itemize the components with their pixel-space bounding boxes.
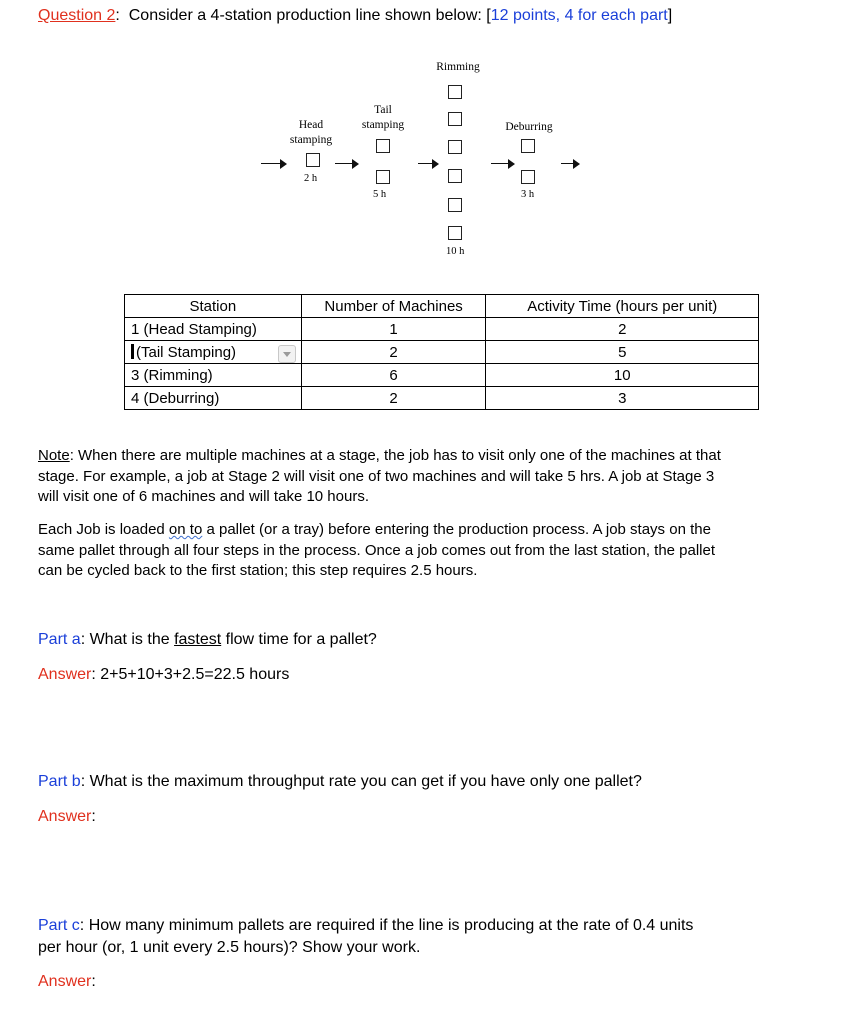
rimming-machine xyxy=(448,198,462,212)
time-cell: 3 xyxy=(486,387,759,410)
rimming-machine xyxy=(448,85,462,99)
tail-stamping-machine xyxy=(376,139,390,153)
part-c-label: Part c xyxy=(38,917,80,934)
part-a-answer xyxy=(38,666,289,684)
pallet-paragraph: Each Job is loaded on to a pallet (or a tray) before entering the production process. A job stays on the same pallet through all four steps in the process. Once a job comes out from the last station, the pallet can be cycled back to the first station; this step requires 2.5 hours. xyxy=(38,521,716,579)
rimming-machine xyxy=(448,140,462,154)
cell-dropdown-button[interactable] xyxy=(278,345,296,363)
stations-table xyxy=(124,294,759,410)
head-stamping-time: 2 h xyxy=(304,173,318,184)
part-c-answer: Answer: xyxy=(38,973,96,990)
station-cell: 1 (Head Stamping) xyxy=(125,318,302,341)
flow-arrow-out xyxy=(561,159,581,169)
header-machines: Number of Machines xyxy=(301,295,486,318)
answer-label: Answer xyxy=(38,973,92,990)
table-row xyxy=(125,364,759,387)
station-cell[interactable]: (Tail Stamping) xyxy=(125,341,302,364)
rimming-machine xyxy=(448,226,462,240)
stage-label-deburring: Deburring xyxy=(505,121,553,133)
flow-arrow-2-3 xyxy=(418,159,440,169)
header-activity-time: Activity Time (hours per unit) xyxy=(486,295,759,318)
stage-label-head-line2: stamping xyxy=(289,134,333,146)
answer-text: : 2+5+10+3+2.5=22.5 hours xyxy=(91,666,290,683)
fastest-emphasis: fastest xyxy=(174,631,222,648)
station-cell: 3 (Rimming) xyxy=(125,364,302,387)
question-text: Consider a 4-station production line shown below: xyxy=(128,7,482,24)
table-row xyxy=(125,387,759,410)
part-b-answer: Answer: xyxy=(38,808,96,825)
station-cell: 4 (Deburring) xyxy=(125,387,302,410)
rimming-time: 10 h xyxy=(446,246,465,257)
part-a-label: Part a xyxy=(38,631,81,648)
answer-label: Answer xyxy=(38,808,92,825)
stage-label-head-line1: Head xyxy=(298,119,324,131)
stage-label-tail-line1: Tail xyxy=(374,104,392,116)
part-b-label: Part b xyxy=(38,773,81,790)
part-c-question: Part c: How many minimum pallets are required if the line is producing at the rate of 0.4 units per hour (or, 1 unit every 2.5 hours)? Show your work. xyxy=(38,917,694,956)
machines-cell: 2 xyxy=(301,387,486,410)
flow-arrow-in xyxy=(261,159,287,169)
part-a-question: Part a: What is the fastest flow time for a pallet? xyxy=(38,631,377,648)
points-text: 12 points, 4 for each part xyxy=(490,7,668,24)
table-row xyxy=(125,318,759,341)
stage-label-rimming: Rimming xyxy=(436,61,480,73)
time-cell: 10 xyxy=(486,364,759,387)
spellcheck-underline: on to xyxy=(168,521,203,538)
production-line-diagram xyxy=(255,55,595,270)
header-station: Station xyxy=(125,295,302,318)
rimming-machine xyxy=(448,112,462,126)
deburring-time: 3 h xyxy=(521,189,535,200)
table-row xyxy=(125,341,759,364)
flow-arrow-3-4 xyxy=(491,159,515,169)
table-header-row xyxy=(125,295,759,318)
answer-label: Answer xyxy=(38,666,92,683)
question-label: Question 2 xyxy=(38,7,116,24)
rimming-machine xyxy=(448,169,462,183)
part-b-question: Part b: What is the maximum throughput rate you can get if you have only one pallet? xyxy=(38,773,642,790)
time-cell: 5 xyxy=(486,341,759,364)
text-cursor xyxy=(131,344,134,359)
machines-cell: 1 xyxy=(301,318,486,341)
flow-arrow-1-2 xyxy=(335,159,359,169)
tail-stamping-time: 5 h xyxy=(373,189,387,200)
time-cell: 2 xyxy=(486,318,759,341)
deburring-machine xyxy=(521,170,535,184)
head-stamping-machine xyxy=(306,153,320,167)
machines-cell: 2 xyxy=(301,341,486,364)
note-label: Note xyxy=(38,447,70,464)
stage-label-tail-line2: stamping xyxy=(361,119,405,131)
tail-stamping-machine xyxy=(376,170,390,184)
question-header: Question 2: Consider a 4-station production line shown below: [12 points, 4 for each part] xyxy=(38,7,673,24)
note-paragraph: Note: When there are multiple machines at a stage, the job has to visit only one of the machines at that stage. For example, a job at Stage 2 will visit one of two machines and will take 5 hrs. A job at Stage 3 will visit one of 6 machines and will take 10 hours. xyxy=(38,447,721,505)
machines-cell: 6 xyxy=(301,364,486,387)
deburring-machine xyxy=(521,139,535,153)
